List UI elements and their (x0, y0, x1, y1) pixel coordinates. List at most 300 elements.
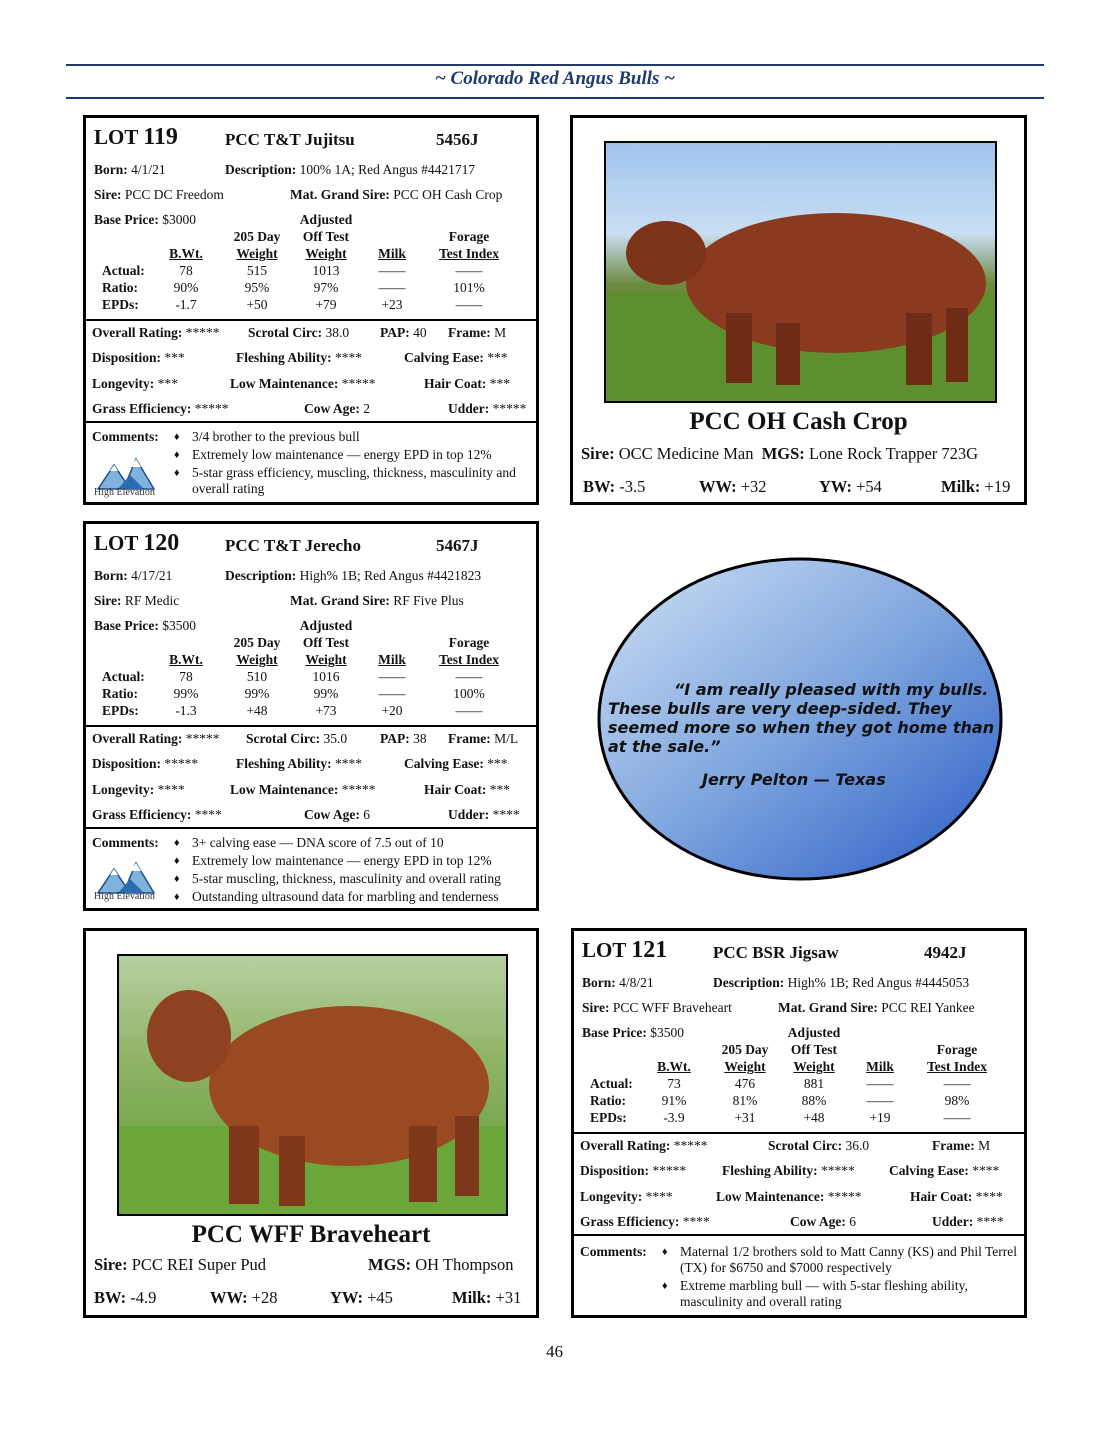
col-205day-1: 205 Day (233, 635, 281, 650)
mgs-label: MGS: (761, 444, 805, 463)
fleshing-value: ***** (821, 1163, 855, 1178)
comment-item (174, 889, 532, 905)
born-label: Born: (582, 975, 616, 990)
udder-value: **** (976, 1214, 1004, 1229)
epd-offtest: +73 (315, 703, 337, 718)
col-bwt: B.Wt. (169, 246, 203, 261)
fleshing-value: **** (335, 756, 363, 771)
low-maintenance (230, 376, 376, 392)
born-line (582, 975, 654, 991)
frame-label: Frame: (448, 325, 491, 340)
diamond-bullet-icon: ♦ (662, 1280, 668, 1292)
pap-label: PAP: (380, 325, 410, 340)
comment-text: Extremely low maintenance — energy EPD in top 12% (192, 853, 492, 868)
hair-coat (424, 782, 510, 798)
actual-205: 476 (734, 1076, 756, 1091)
actual-bwt: 78 (179, 669, 193, 684)
comment-item (174, 429, 532, 445)
udder (932, 1214, 1004, 1230)
scrotal-label: Scrotal Circ: (248, 325, 323, 340)
sire-label: Sire: (94, 187, 122, 202)
bw-value: -4.9 (130, 1288, 157, 1307)
ww-label: WW: (210, 1288, 248, 1307)
sire-label: Sire: (94, 1255, 128, 1274)
hair-coat (424, 376, 510, 392)
sire-bw (94, 1288, 156, 1308)
longevity-value: **** (645, 1189, 673, 1204)
lot-ratings (86, 319, 536, 421)
header-rule-top (66, 64, 1044, 66)
row-epds-label: EPDs: (102, 297, 139, 312)
hair-value: *** (489, 376, 510, 391)
lot-number-value: 119 (143, 124, 178, 150)
scrotal-value: 38.0 (325, 325, 350, 340)
calving-value: *** (487, 756, 508, 771)
pap-label: PAP: (380, 731, 410, 746)
lot-number-value: 120 (143, 530, 180, 556)
born-label: Born: (94, 162, 128, 177)
col-205day-1: 205 Day (233, 229, 281, 244)
milk-value: +31 (495, 1288, 522, 1307)
sire-value: PCC DC Freedom (124, 187, 224, 202)
longevity-label: Longevity: (92, 376, 155, 391)
sire-line (582, 1000, 732, 1016)
grass-value: **** (682, 1214, 710, 1229)
bw-label: BW: (583, 477, 616, 496)
mgs-label: Mat. Grand Sire: (778, 1000, 878, 1015)
comments-label: Comments: (580, 1244, 647, 1259)
sire-card-braveheart (83, 928, 539, 1318)
diamond-bullet-icon: ♦ (174, 467, 180, 479)
epd-bwt: -3.9 (663, 1110, 685, 1125)
pap-value: 40 (413, 325, 427, 340)
comment-item (174, 835, 532, 851)
quote-line: “I am really pleased with my bulls. (674, 680, 989, 699)
col-test-index: Test Index (927, 1059, 987, 1074)
hair-label: Hair Coat: (424, 376, 487, 391)
epd-index: —— (455, 297, 483, 312)
milk-value: +19 (984, 477, 1011, 496)
disposition-label: Disposition: (92, 350, 162, 365)
scrotal-circ (246, 731, 347, 747)
mgs-value: Lone Rock Trapper 723G (808, 444, 979, 463)
calving-label: Calving Ease: (889, 1163, 969, 1178)
lot-tag: 5467J (436, 536, 479, 555)
cow-age (304, 401, 370, 417)
col-forage-1: Forage (936, 1042, 978, 1057)
bull-silhouette-icon (606, 143, 997, 403)
yw-value: +45 (367, 1288, 393, 1307)
col-forage-1: Forage (448, 229, 490, 244)
cow-age (304, 807, 370, 823)
low-maint-value: ***** (827, 1189, 862, 1204)
frame-label: Frame: (448, 731, 491, 746)
low-maint-value: ***** (341, 376, 376, 391)
disposition-value: ***** (164, 756, 199, 771)
mgs-line (290, 593, 464, 609)
milk-label: Milk: (452, 1288, 492, 1307)
comment-text: 3+ calving ease — DNA score of 7.5 out of 10 (192, 835, 444, 850)
ratio-offtest: 88% (801, 1093, 827, 1108)
cow-age (790, 1214, 856, 1230)
mgs-label: Mat. Grand Sire: (290, 187, 390, 202)
description-value: High% 1B; Red Angus #4421823 (299, 568, 482, 583)
sire-label: Sire: (582, 1000, 610, 1015)
ww-value: +32 (740, 477, 767, 496)
grass-label: Grass Efficiency: (580, 1214, 680, 1229)
udder-label: Udder: (932, 1214, 974, 1229)
ratio-bwt: 99% (173, 686, 199, 701)
hair-coat (910, 1189, 1003, 1205)
sire-yw (819, 477, 882, 497)
col-offtest-weight: Weight (305, 652, 347, 667)
comment-text: 5-star muscling, thickness, masculinity and overall rating (192, 871, 501, 886)
actual-bwt: 78 (179, 263, 193, 278)
sire-label: Sire: (581, 444, 615, 463)
epd-milk: +20 (381, 703, 403, 718)
diamond-bullet-icon: ♦ (662, 1246, 668, 1258)
col-205-weight: Weight (236, 652, 278, 667)
ratio-milk: —— (866, 1093, 894, 1108)
epd-milk: +23 (381, 297, 403, 312)
row-ratio-label: Ratio: (102, 280, 138, 295)
frame (932, 1138, 990, 1154)
lot-ratings (574, 1132, 1024, 1234)
epd-bwt: -1.7 (175, 297, 197, 312)
comments-label: Comments: (92, 429, 159, 444)
disposition (92, 350, 185, 366)
overall-label: Overall Rating: (92, 731, 183, 746)
grass-efficiency (92, 807, 222, 823)
ww-label: WW: (699, 477, 737, 496)
col-205day-1: 205 Day (721, 1042, 769, 1057)
epd-milk: +19 (869, 1110, 891, 1125)
diamond-bullet-icon: ♦ (174, 431, 180, 443)
col-adjusted-1: Adjusted (299, 212, 353, 227)
logo-caption: High Elevation (94, 487, 155, 498)
ratio-milk: —— (378, 280, 406, 295)
comment-item (174, 465, 532, 497)
description-label: Description: (225, 162, 297, 177)
frame-value: M (494, 325, 507, 340)
fleshing (236, 350, 362, 366)
actual-index: —— (455, 669, 483, 684)
ratio-milk: —— (378, 686, 406, 701)
lot-card-121 (571, 928, 1027, 1318)
actual-offtest: 1016 (312, 669, 340, 684)
cow-age-value: 6 (363, 807, 370, 822)
comment-text: Maternal 1/2 brothers sold to Matt Canny (KS) and Phil Terrel (TX) for $6750 and $7000 respectively (680, 1244, 1017, 1275)
ratio-index: 101% (453, 280, 485, 295)
hair-value: **** (975, 1189, 1003, 1204)
longevity-value: **** (157, 782, 185, 797)
frame-label: Frame: (932, 1138, 975, 1153)
lot-number (582, 937, 667, 964)
frame (448, 325, 506, 341)
calving (404, 350, 508, 366)
born-value: 4/17/21 (131, 568, 173, 583)
udder-value: **** (492, 807, 520, 822)
row-actual-label: Actual: (102, 669, 145, 684)
actual-milk: —— (378, 669, 406, 684)
bull-photo (604, 141, 997, 403)
sire-value: PCC REI Super Pud (131, 1255, 267, 1274)
lot-card-119 (83, 115, 539, 505)
grass-label: Grass Efficiency: (92, 401, 192, 416)
grass-efficiency (92, 401, 228, 417)
ratio-index: 100% (453, 686, 485, 701)
lot-number (94, 124, 178, 151)
col-bwt: B.Wt. (169, 652, 203, 667)
base-price-line (582, 1025, 684, 1041)
lot-info (574, 931, 1024, 1132)
sire-value: OCC Medicine Man (618, 444, 754, 463)
row-actual-label: Actual: (590, 1076, 633, 1091)
grass-value: ***** (194, 401, 229, 416)
yw-label: YW: (330, 1288, 363, 1307)
comments-label: Comments: (92, 835, 159, 850)
comment-text: Outstanding ultrasound data for marbling and tenderness (192, 889, 499, 904)
lot-ratings (86, 725, 536, 827)
description-line (225, 162, 475, 178)
disposition (580, 1163, 686, 1179)
calving-label: Calving Ease: (404, 756, 484, 771)
calving-value: **** (972, 1163, 1000, 1178)
cow-age-label: Cow Age: (304, 401, 360, 416)
mgs-value: RF Five Plus (393, 593, 464, 608)
sire-bw (583, 477, 645, 497)
lot-info (86, 524, 536, 725)
scrotal-circ (248, 325, 349, 341)
col-forage-1: Forage (448, 635, 490, 650)
base-price-value: $3500 (162, 618, 196, 633)
sire-milk (941, 477, 1010, 497)
lot-tag: 5456J (436, 130, 479, 149)
base-price-label: Base Price: (94, 618, 159, 633)
milk-label: Milk: (941, 477, 981, 496)
ratio-index: 98% (944, 1093, 970, 1108)
disposition (92, 756, 198, 772)
longevity-value: *** (157, 376, 178, 391)
col-offtest-weight: Weight (793, 1059, 835, 1074)
col-milk: Milk (866, 1059, 894, 1074)
row-epds-label: EPDs: (102, 703, 139, 718)
lot-name: PCC BSR Jigsaw (713, 943, 839, 962)
col-test-index: Test Index (439, 246, 499, 261)
col-milk: Milk (378, 652, 406, 667)
ratio-bwt: 91% (661, 1093, 687, 1108)
description-line (713, 975, 969, 991)
sire-ww (210, 1288, 278, 1308)
born-label: Born: (94, 568, 128, 583)
ratio-bwt: 90% (173, 280, 199, 295)
quote-author: Jerry Pelton — Texas (702, 770, 886, 789)
actual-milk: —— (866, 1076, 894, 1091)
frame-value: M/L (494, 731, 519, 746)
base-price-value: $3500 (650, 1025, 684, 1040)
cow-age-value: 6 (849, 1214, 856, 1229)
mgs-label: MGS: (368, 1255, 412, 1274)
description-label: Description: (713, 975, 785, 990)
quote-line: at the sale.” (608, 737, 721, 756)
col-milk: Milk (378, 246, 406, 261)
comment-text: Extremely low maintenance — energy EPD in top 12% (192, 447, 492, 462)
low-maint-label: Low Maintenance: (230, 376, 339, 391)
col-adjusted-1: Adjusted (787, 1025, 841, 1040)
frame (448, 731, 518, 747)
comment-text: 3/4 brother to the previous bull (192, 429, 360, 444)
diamond-bullet-icon: ♦ (174, 873, 180, 885)
longevity-label: Longevity: (92, 782, 155, 797)
scrotal-value: 36.0 (845, 1138, 870, 1153)
fleshing (236, 756, 362, 772)
yw-value: +54 (856, 477, 882, 496)
actual-205: 510 (246, 669, 268, 684)
longevity-label: Longevity: (580, 1189, 643, 1204)
fleshing-value: **** (335, 350, 363, 365)
page-number: 46 (546, 1342, 563, 1361)
calving (889, 1163, 999, 1179)
pap (380, 325, 427, 341)
sire-value: PCC WFF Braveheart (612, 1000, 732, 1015)
lot-name: PCC T&T Jujitsu (225, 130, 355, 149)
diamond-bullet-icon: ♦ (174, 855, 180, 867)
actual-offtest: 1013 (312, 263, 340, 278)
disposition-label: Disposition: (580, 1163, 650, 1178)
udder (448, 401, 526, 417)
overall-label: Overall Rating: (580, 1138, 671, 1153)
base-price-line (94, 618, 196, 634)
mgs-value: PCC REI Yankee (881, 1000, 975, 1015)
comment-item (174, 853, 532, 869)
ratio-205: 95% (244, 280, 270, 295)
overall-rating (92, 325, 220, 341)
mgs-line (778, 1000, 975, 1016)
sire-pedigree (94, 1255, 266, 1275)
hair-label: Hair Coat: (910, 1189, 973, 1204)
epd-index: —— (455, 703, 483, 718)
disposition-label: Disposition: (92, 756, 162, 771)
grass-value: **** (194, 807, 222, 822)
cow-age-value: 2 (363, 401, 370, 416)
page-title: ~ Colorado Red Angus Bulls ~ (434, 68, 676, 89)
mgs-label: Mat. Grand Sire: (290, 593, 390, 608)
comment-item (174, 871, 532, 887)
pap (380, 731, 427, 747)
description-value: 100% 1A; Red Angus #4421717 (299, 162, 476, 177)
yw-label: YW: (819, 477, 852, 496)
col-test-index: Test Index (439, 652, 499, 667)
scrotal-label: Scrotal Circ: (768, 1138, 843, 1153)
bw-label: BW: (94, 1288, 127, 1307)
pap-value: 38 (413, 731, 427, 746)
overall-value: ***** (185, 731, 220, 746)
row-epds-label: EPDs: (590, 1110, 627, 1125)
col-adjusted-1: Adjusted (299, 618, 353, 633)
mgs-value: OH Thompson (415, 1255, 514, 1274)
disposition-value: ***** (652, 1163, 687, 1178)
col-bwt: B.Wt. (657, 1059, 691, 1074)
overall-rating (92, 731, 220, 747)
base-price-label: Base Price: (94, 212, 159, 227)
fleshing-label: Fleshing Ability: (236, 756, 332, 771)
row-ratio-label: Ratio: (590, 1093, 626, 1108)
born-value: 4/1/21 (131, 162, 166, 177)
mgs-line (290, 187, 502, 203)
actual-offtest: 881 (803, 1076, 825, 1091)
mgs-value: PCC OH Cash Crop (393, 187, 503, 202)
diamond-bullet-icon: ♦ (174, 449, 180, 461)
overall-rating (580, 1138, 708, 1154)
lot-card-120 (83, 521, 539, 911)
quote-line: These bulls are very deep-sided. They (608, 699, 952, 718)
comment-text: 5-star grass efficiency, muscling, thickness, masculinity and overall rating (192, 465, 516, 496)
calving-value: *** (487, 350, 508, 365)
lot-label: LOT (94, 125, 138, 149)
lot-comments (86, 421, 536, 502)
sire-line (94, 593, 179, 609)
bull-photo (117, 954, 508, 1216)
scrotal-value: 35.0 (323, 731, 348, 746)
lot-tag: 4942J (924, 943, 967, 962)
udder-label: Udder: (448, 807, 490, 822)
grass-label: Grass Efficiency: (92, 807, 192, 822)
low-maint-label: Low Maintenance: (716, 1189, 825, 1204)
base-price-label: Base Price: (582, 1025, 647, 1040)
lot-comments (574, 1234, 1024, 1315)
disposition-value: *** (164, 350, 185, 365)
col-offtest-weight: Weight (305, 246, 347, 261)
sire-title: PCC OH Cash Crop (689, 408, 908, 435)
lot-name: PCC T&T Jerecho (225, 536, 361, 555)
scrotal-circ (768, 1138, 869, 1154)
col-offtest-1: Off Test (302, 635, 350, 650)
ratio-offtest: 97% (313, 280, 339, 295)
grass-efficiency (580, 1214, 710, 1230)
fleshing-label: Fleshing Ability: (236, 350, 332, 365)
ratio-205: 81% (732, 1093, 758, 1108)
sire-line (94, 187, 224, 203)
bull-silhouette-icon (119, 956, 508, 1216)
epd-205: +50 (246, 297, 268, 312)
sire-yw (330, 1288, 393, 1308)
diamond-bullet-icon: ♦ (174, 891, 180, 903)
comment-item (174, 447, 532, 463)
lot-number (94, 530, 179, 557)
born-line (94, 568, 172, 584)
header-rule-bottom (66, 97, 1044, 99)
low-maintenance (716, 1189, 862, 1205)
sire-milk (452, 1288, 521, 1308)
epd-offtest: +48 (803, 1110, 825, 1125)
low-maint-value: ***** (341, 782, 376, 797)
epd-offtest: +79 (315, 297, 337, 312)
sire-title: PCC WFF Braveheart (191, 1221, 431, 1248)
longevity (580, 1189, 673, 1205)
lot-label: LOT (582, 938, 626, 962)
overall-value: ***** (185, 325, 220, 340)
fleshing (722, 1163, 855, 1179)
description-line (225, 568, 481, 584)
epd-index: —— (943, 1110, 971, 1125)
row-actual-label: Actual: (102, 263, 145, 278)
frame-value: M (978, 1138, 991, 1153)
description-label: Description: (225, 568, 297, 583)
born-line (94, 162, 166, 178)
hair-value: *** (489, 782, 510, 797)
udder (448, 807, 520, 823)
actual-index: —— (455, 263, 483, 278)
